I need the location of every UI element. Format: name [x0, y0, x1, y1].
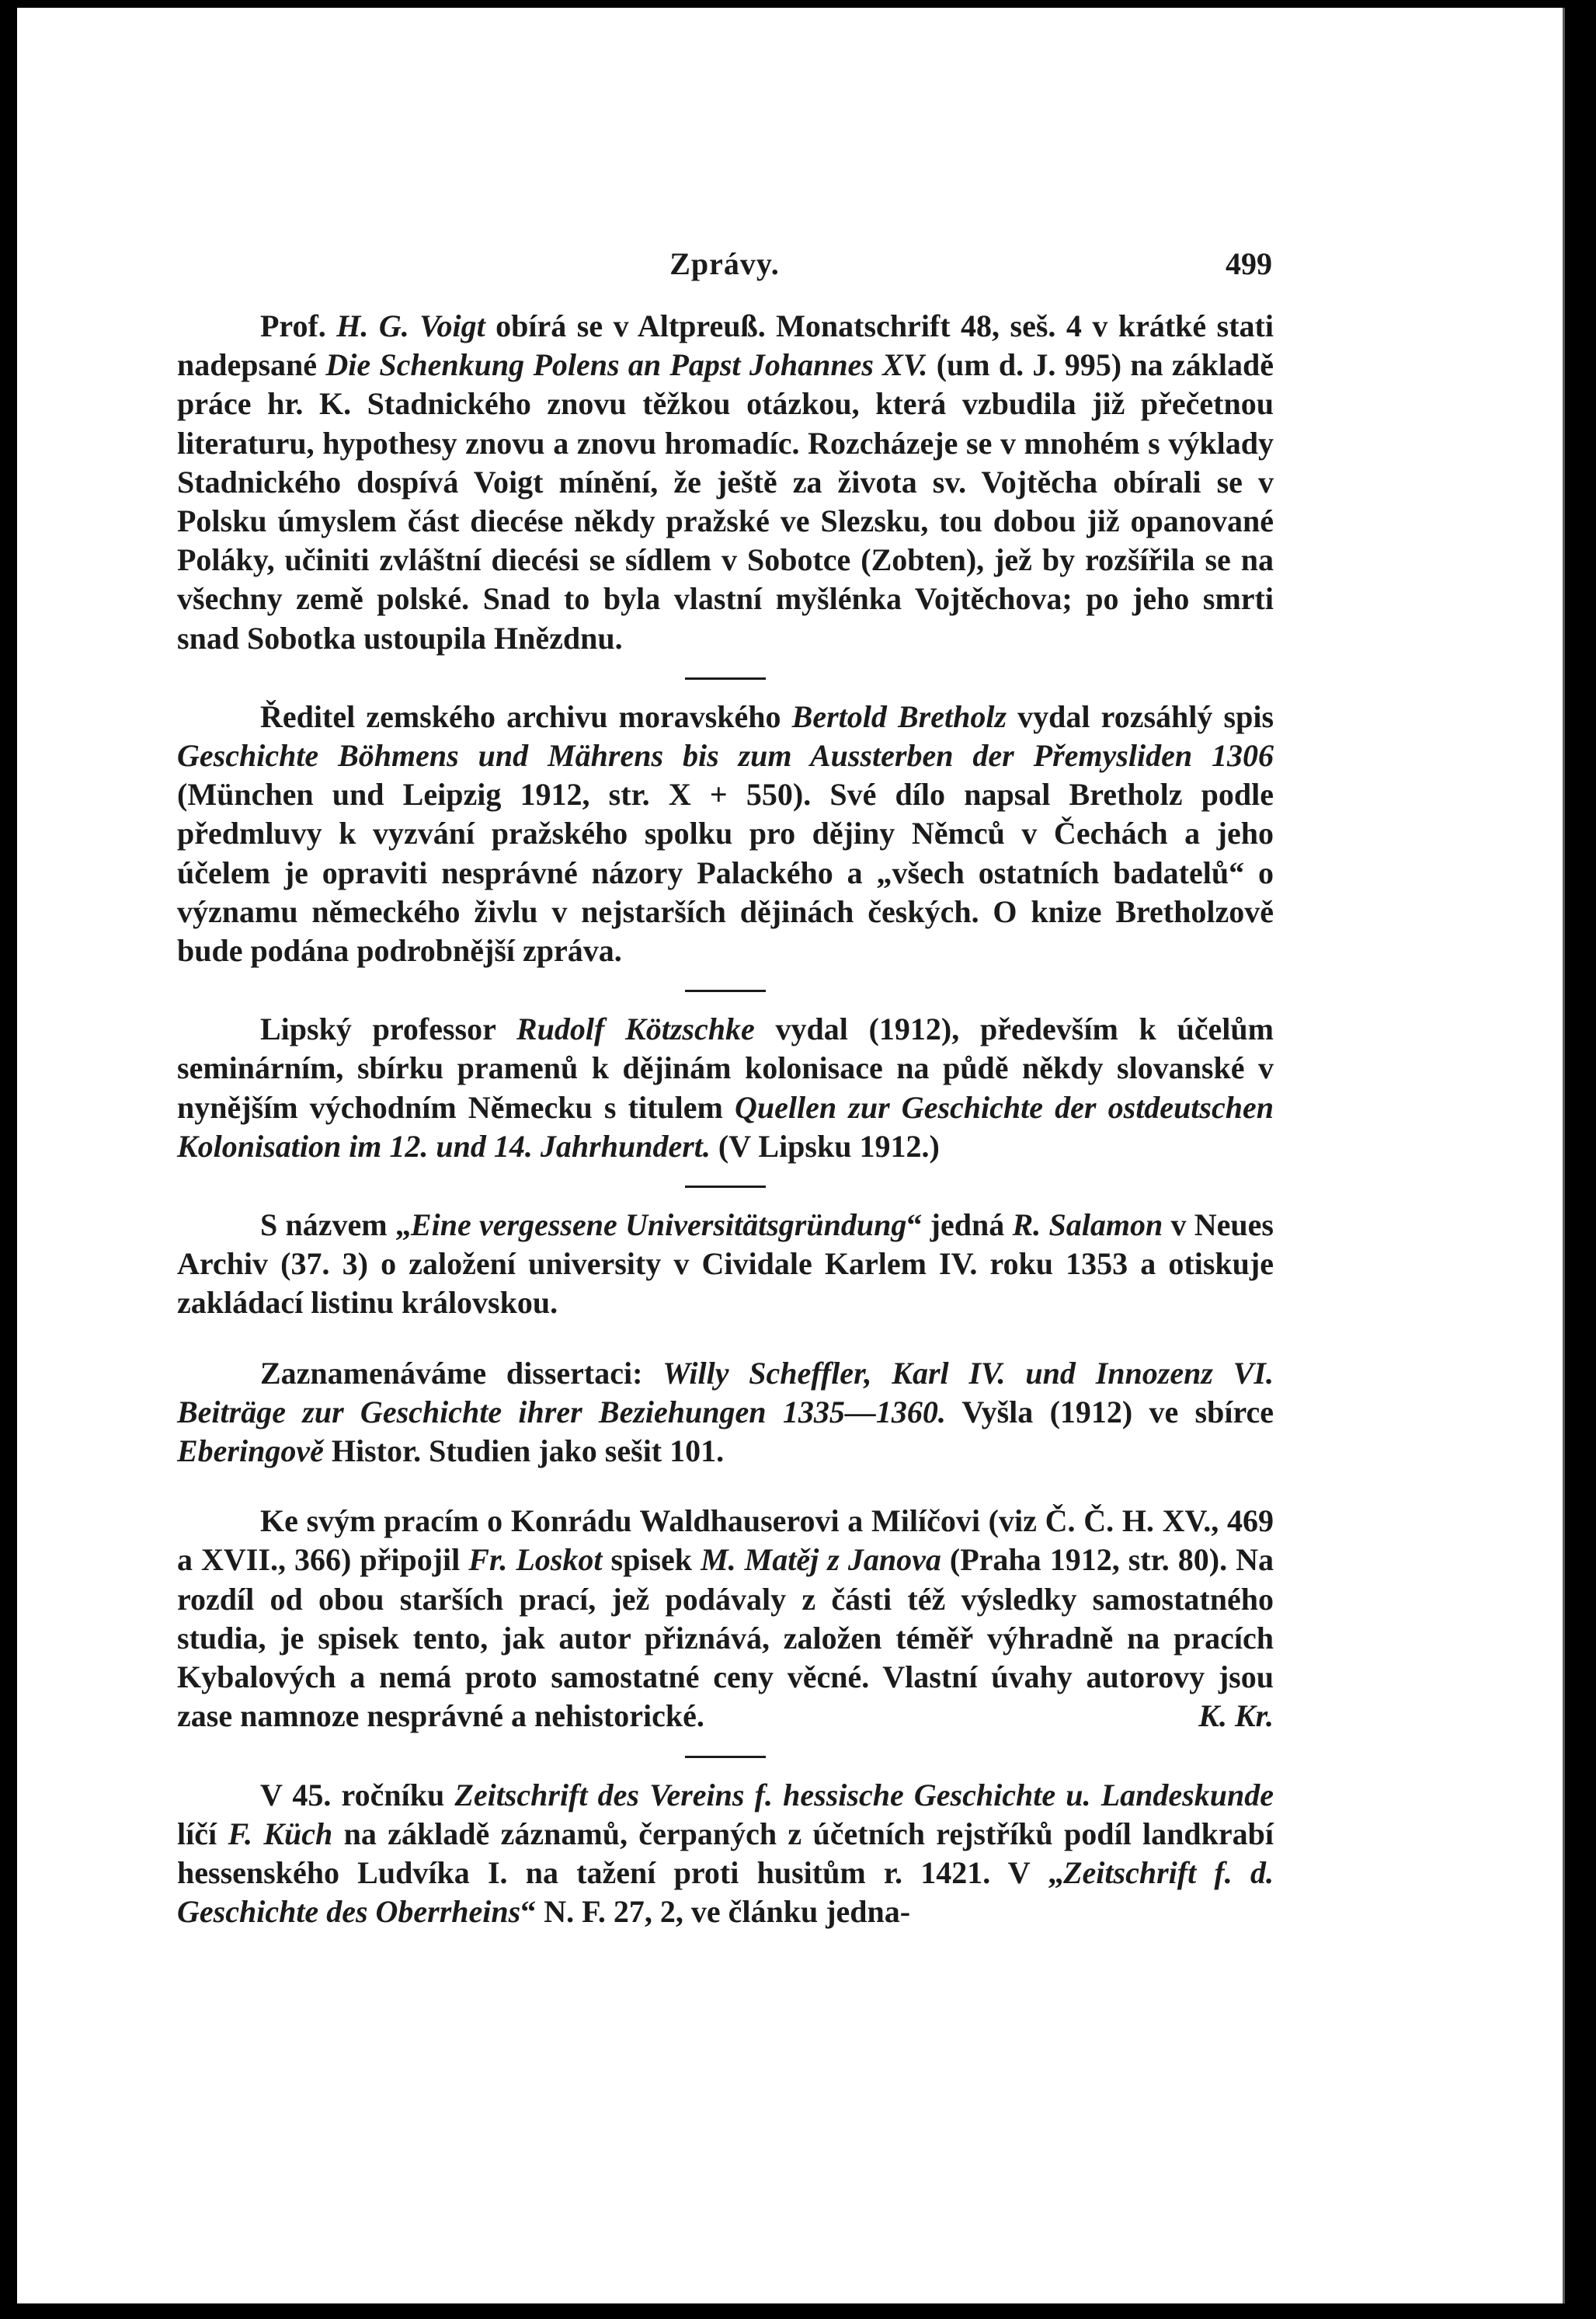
- separator-rule: [685, 677, 766, 680]
- italic-title: M. Matěj z Janova: [701, 1542, 941, 1578]
- italic-title: Eberingově: [177, 1433, 324, 1469]
- paragraph-gap: [177, 1323, 1274, 1354]
- running-title: Zprávy.: [669, 246, 780, 281]
- author-signature: K. Kr.: [1198, 1698, 1274, 1734]
- paragraph-bretholz: Ředitel zemského archivu moravského Bertold Bretholz vydal rozsáhlý spis Geschichte Böhmens und Mährens bis zum Aussterben der Přemysliden 1306 (München und Leipzig 1912, str. X + 550). Své dílo napsal Bretholz podle předmluvy k vyzvání pražského spolku pro dějiny Němců v Čechách a jeho účelem je opraviti nesprávné názory Palackého a „všech ostatních badatelů“ o významu německého živlu v nejstarších dějinách českých. O knize Bretholzově bude podána podrobnější zpráva.: [177, 698, 1274, 969]
- paragraph-voigt: Prof. H. G. Voigt obírá se v Altpreuß. Monatschrift 48, seš. 4 v krátké stati nadepsané Die Schenkung Polens an Papst Johannes XV. (um d. J. 995) na základě práce hr. K. Stadnického znovu těžkou otázkou, která vzbudila již přečetnou literaturu, hypothesy znovu a znovu hromadíc. Rozcházeje se v mnohém s výklady Stadnického dospívá Voigt mínění, že ještě za života sv. Vojtěcha obírali se v Polsku úmyslem část diecése někdy pražské ve Slezsku, tou dobou již opanované Poláky, učiniti zvláštní diecési se sídlem v Sobotce (Zobten), jež by rozšířila se na všechny země polské. Snad to byla vlastní myšlénka Vojtěchova; po jeho smrti snad Sobotka ustoupila Hnězdnu.: [177, 308, 1274, 656]
- italic-title: H. G. Voigt: [336, 308, 485, 343]
- paragraph-kuch: V 45. ročníku Zeitschrift des Vereins f. hessische Geschichte u. Landeskunde líčí F. Küch na základě záznamů, čerpaných z účetních rejstříků podíl landkrabí hessenského Ludvíka I. na tažení proti husitům r. 1421. V „Zeitschrift f. d. Geschichte des Oberrheins“ N. F. 27, 2, ve článku jedna-: [177, 1777, 1274, 1930]
- italic-title: Zeitschrift f. d. Geschichte des Oberrheins: [177, 1854, 1274, 1930]
- paragraph-loskot: Ke svým pracím o Konrádu Waldhauserovi a Milíčovi (viz Č. Č. H. XV., 469 a XVII., 366) připojil Fr. Loskot spisek M. Matěj z Janova (Praha 1912, str. 80). Na rozdíl od obou starších prací, jež podávaly z části též výsledky samostatného studia, je spisek tento, jak autor přiznává, založen téměř výhradně na pracích Kybalových a nemá proto samostatné ceny věcné. Vlastní úvahy autorovy jsou zase namnoze nesprávné a nehistorické. K. Kr.: [177, 1502, 1274, 1736]
- paragraph-salamon: S názvem „Eine vergessene Universitätsgründung“ jedná R. Salamon v Neues Archiv (37. 3) o založení university v Cividale Karlem IV. roku 1353 a otiskuje zakládací listinu královskou.: [177, 1207, 1274, 1321]
- italic-title: R. Salamon: [1012, 1207, 1163, 1243]
- italic-title: Bertold Bretholz: [791, 698, 1007, 734]
- italic-title: Quellen zur Geschichte der ostdeutschen Kolonisation im 12. und 14. Jahrhundert.: [177, 1089, 1274, 1164]
- italic-title: Willy Scheffler, Karl IV. und Innozenz VI. Beiträge zur Geschichte ihrer Beziehungen 1335—1360.: [177, 1355, 1274, 1429]
- page-number: 499: [1226, 246, 1272, 281]
- italic-title: Fr. Loskot: [468, 1542, 603, 1578]
- italic-title: Die Schenkung Polens an Papst Johannes XV.: [325, 347, 928, 383]
- body-text: [177, 307, 1274, 1931]
- paragraph-scheffler: Zaznamenáváme dissertaci: Willy Scheffler, Karl IV. und Innozenz VI. Beiträge zur Geschichte ihrer Beziehungen 1335—1360. Vyšla (1912) ve sbírce Eberingově Histor. Studien jako sešit 101.: [177, 1355, 1274, 1469]
- italic-title: Zeitschrift des Vereins f. hessische Geschichte u. Landeskunde: [454, 1777, 1274, 1812]
- italic-title: Geschichte Böhmens und Mährens bis zum Aussterben der Přemysliden 1306: [177, 738, 1274, 774]
- separator-rule: [685, 990, 766, 992]
- separator-rule: [685, 1186, 766, 1188]
- page-header: [177, 245, 1272, 284]
- page-edge-shadow: [1563, 8, 1565, 2303]
- italic-title: Rudolf Kötzschke: [516, 1012, 755, 1047]
- separator-rule: [685, 1756, 766, 1758]
- italic-title: Eine vergessene Universitätsgründung: [410, 1207, 907, 1243]
- italic-title: F. Küch: [228, 1816, 333, 1851]
- paragraph-gap: [177, 1471, 1274, 1502]
- paragraph-kotzschke: Lipský professor Rudolf Kötzschke vydal (1912), především k účelům seminárním, sbírku pramenů k dějinám kolonisace na půdě někdy slovanské v nynějším východním Německu s titulem Quellen zur Geschichte der ostdeutschen Kolonisation im 12. und 14. Jahrhundert. (V Lipsku 1912.): [177, 1012, 1274, 1164]
